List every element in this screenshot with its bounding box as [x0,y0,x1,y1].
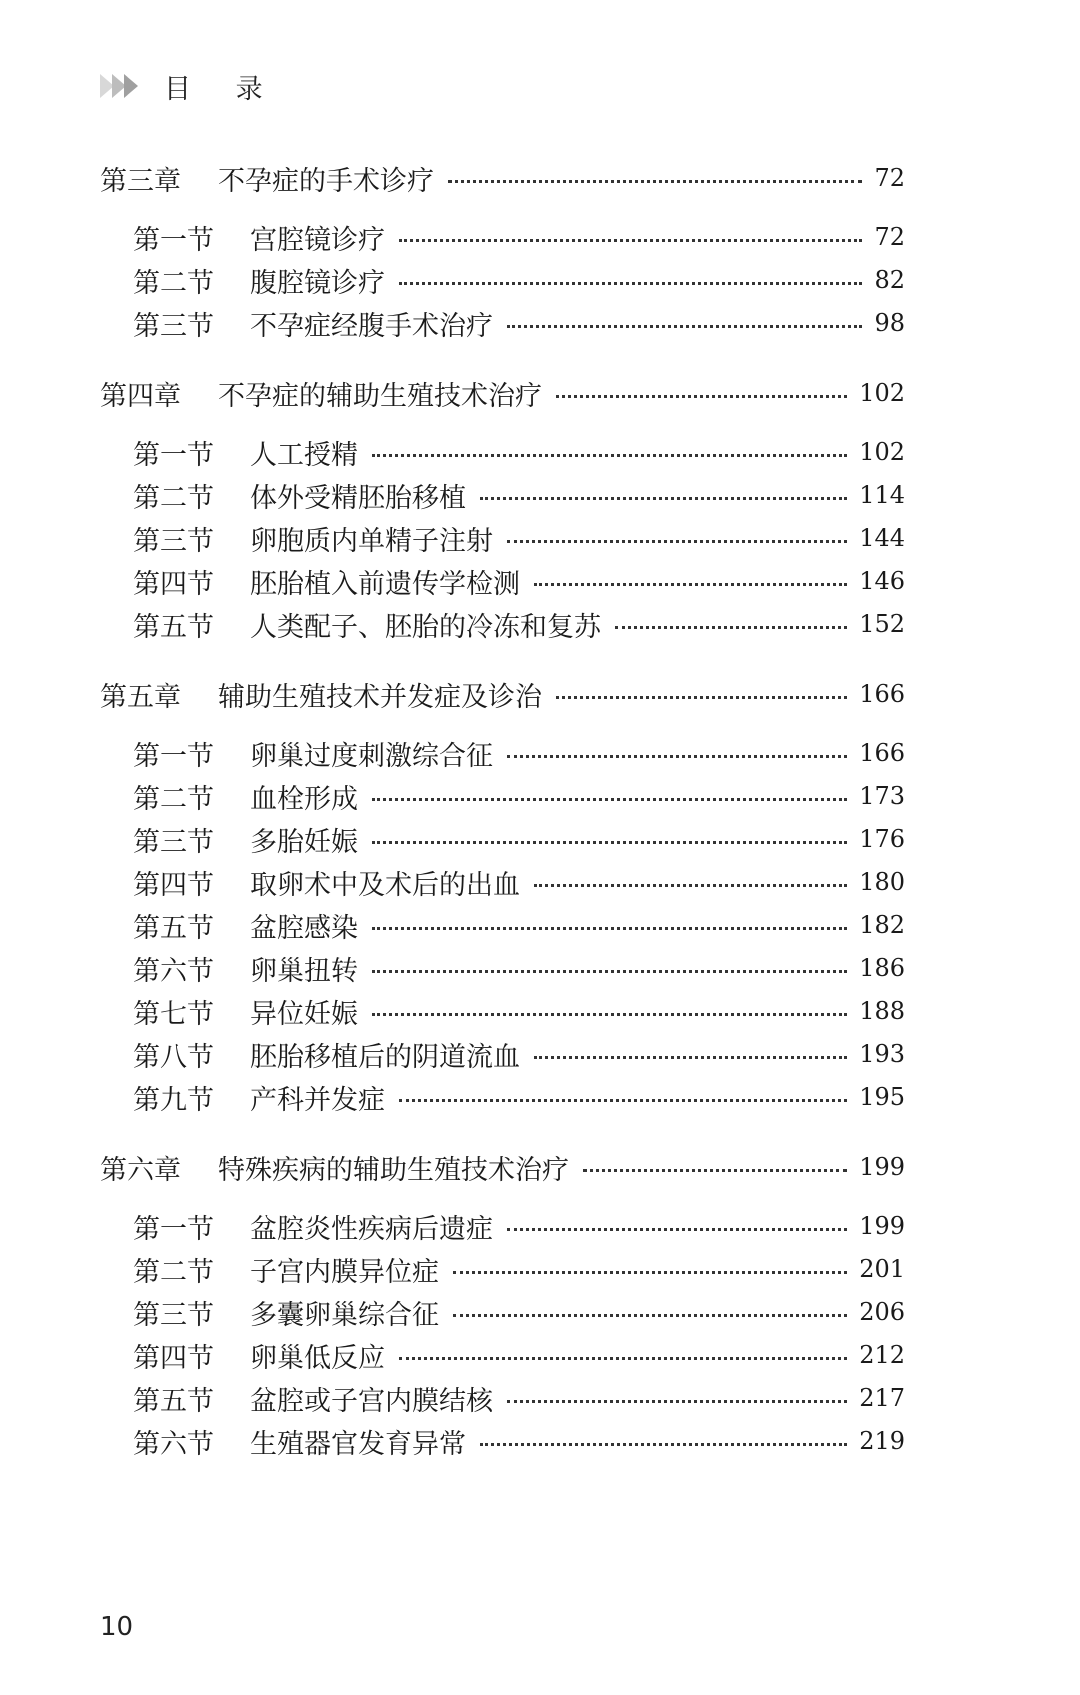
chapter-title: 不孕症的辅助生殖技术治疗 [218,380,542,412]
section-number: 第三节 [133,310,214,342]
leader-line [507,325,862,328]
toc-section-row [0,860,1080,904]
page-ref: 201 [859,1255,905,1283]
leader-line [507,1400,847,1403]
section-number: 第五节 [133,611,214,643]
chapter-number: 第六章 [100,1154,181,1186]
leader-line [399,1099,847,1102]
section-number: 第二节 [133,783,214,815]
page-ref: 212 [859,1341,905,1369]
page-ref: 193 [859,1040,905,1068]
toc-chapter-row [0,672,1080,716]
chapter-number: 第五章 [100,681,181,713]
toc-section-row [0,559,1080,603]
page-ref: 180 [859,868,905,896]
dot-leader [366,989,853,1033]
toc-section-row [0,516,1080,560]
dot-leader [474,473,853,517]
leader-line [372,927,847,930]
leader-line [372,841,847,844]
section-number: 第五节 [133,1385,214,1417]
dot-leader [393,1075,853,1119]
section-title: 血栓形成 [250,783,358,815]
leader-line [453,1271,847,1274]
page-ref: 217 [859,1384,905,1412]
section-title: 盆腔炎性疾病后遗症 [250,1213,493,1245]
dot-leader [577,1145,853,1189]
dot-leader [447,1290,853,1334]
section-title: 卵巢扭转 [250,955,358,987]
section-number: 第三节 [133,826,214,858]
dot-leader [393,258,868,302]
page-ref: 146 [859,567,905,595]
page-ref: 195 [859,1083,905,1111]
toc-section-row [0,1419,1080,1463]
page-ref: 206 [859,1298,905,1326]
section-number: 第六节 [133,1428,214,1460]
dot-leader [501,731,853,775]
section-number: 第五节 [133,912,214,944]
toc-chapter-row [0,1145,1080,1189]
section-number: 第七节 [133,998,214,1030]
toc-section-row [0,1032,1080,1076]
section-number: 第一节 [133,1213,214,1245]
page-ref: 166 [859,680,905,708]
chapter-number: 第四章 [100,380,181,412]
toc-section-row [0,1376,1080,1420]
page-ref: 173 [859,782,905,810]
section-title: 卵胞质内单精子注射 [250,525,493,557]
chapter-number: 第三章 [100,165,181,197]
leader-line [448,180,862,183]
section-title: 异位妊娠 [250,998,358,1030]
dot-leader [393,1333,853,1377]
leader-line [556,696,847,699]
section-title: 胚胎植入前遗传学检测 [250,568,520,600]
leader-line [399,239,862,242]
dot-leader [366,903,853,947]
toc-section-row [0,602,1080,646]
section-title: 多胎妊娠 [250,826,358,858]
dot-leader [447,1247,853,1291]
leader-line [480,1443,847,1446]
page-ref: 186 [859,954,905,982]
page-ref: 102 [859,438,905,466]
leader-line [615,626,847,629]
leader-line [480,497,847,500]
leader-line [399,1357,847,1360]
toc-section-row [0,1075,1080,1119]
section-number: 第二节 [133,267,214,299]
leader-line [534,884,847,887]
dot-leader [366,430,853,474]
section-number: 第八节 [133,1041,214,1073]
section-title: 盆腔感染 [250,912,358,944]
leader-line [534,583,847,586]
leader-line [399,282,862,285]
section-number: 第四节 [133,568,214,600]
section-number: 第二节 [133,1256,214,1288]
section-number: 第三节 [133,525,214,557]
dot-leader [393,215,868,259]
dot-leader [366,946,853,990]
leader-line [507,540,847,543]
leader-line [372,454,847,457]
leader-line [534,1056,847,1059]
section-title: 生殖器官发育异常 [250,1428,466,1460]
page-ref: 166 [859,739,905,767]
toc-section-row [0,258,1080,302]
dot-leader [366,774,853,818]
dot-leader [550,371,853,415]
section-number: 第一节 [133,740,214,772]
toc-section-row [0,1204,1080,1248]
section-title: 腹腔镜诊疗 [250,267,385,299]
leader-line [507,755,847,758]
toc-section-row [0,731,1080,775]
dot-leader [609,602,853,646]
section-title: 卵巢过度刺激综合征 [250,740,493,772]
page-ref: 176 [859,825,905,853]
toc-section-row [0,473,1080,517]
section-number: 第四节 [133,1342,214,1374]
page-number: 10 [100,1612,134,1642]
toc-section-row [0,989,1080,1033]
section-title: 人工授精 [250,439,358,471]
page-ref: 199 [859,1153,905,1181]
toc-section-row [0,1247,1080,1291]
dot-leader [501,1376,853,1420]
page-ref: 102 [859,379,905,407]
section-title: 取卵术中及术后的出血 [250,869,520,901]
section-title: 子宫内膜异位症 [250,1256,439,1288]
section-number: 第一节 [133,439,214,471]
dot-leader [501,301,868,345]
toc-section-row [0,430,1080,474]
page-ref: 114 [859,481,905,509]
section-number: 第六节 [133,955,214,987]
page-ref: 219 [859,1427,905,1455]
leader-line [507,1228,847,1231]
chapter-title: 特殊疾病的辅助生殖技术治疗 [218,1154,569,1186]
double-chevron-icon [100,72,146,100]
toc-section-row [0,774,1080,818]
page-ref: 144 [859,524,905,552]
toc-section-row [0,1333,1080,1377]
dot-leader [366,817,853,861]
section-title: 产科并发症 [250,1084,385,1116]
section-number: 第一节 [133,224,214,256]
leader-line [556,395,847,398]
section-title: 不孕症经腹手术治疗 [250,310,493,342]
page-ref: 72 [874,223,905,251]
page-ref: 188 [859,997,905,1025]
dot-leader [528,860,853,904]
section-number: 第九节 [133,1084,214,1116]
dot-leader [550,672,853,716]
toc-chapter-row [0,371,1080,415]
leader-line [372,1013,847,1016]
dot-leader [528,1032,853,1076]
page-ref: 182 [859,911,905,939]
dot-leader [474,1419,853,1463]
section-number: 第二节 [133,482,214,514]
toc-header [100,66,281,106]
section-title: 体外受精胚胎移植 [250,482,466,514]
toc-section-row [0,946,1080,990]
chapter-title: 不孕症的手术诊疗 [218,165,434,197]
dot-leader [501,516,853,560]
leader-line [583,1169,847,1172]
page-ref: 72 [874,164,905,192]
section-title: 盆腔或子宫内膜结核 [250,1385,493,1417]
section-number: 第三节 [133,1299,214,1331]
section-title: 人类配子、胚胎的冷冻和复苏 [250,611,601,643]
toc-section-row [0,903,1080,947]
section-title: 卵巢低反应 [250,1342,385,1374]
leader-line [372,798,847,801]
page-ref: 98 [874,309,905,337]
toc-section-row [0,215,1080,259]
chapter-title: 辅助生殖技术并发症及诊治 [218,681,542,713]
page-ref: 152 [859,610,905,638]
leader-line [453,1314,847,1317]
toc-section-row [0,1290,1080,1334]
section-number: 第四节 [133,869,214,901]
section-title: 多囊卵巢综合征 [250,1299,439,1331]
section-title: 宫腔镜诊疗 [250,224,385,256]
page-ref: 199 [859,1212,905,1240]
toc-chapter-row [0,156,1080,200]
toc-section-row [0,817,1080,861]
dot-leader [442,156,868,200]
leader-line [372,970,847,973]
dot-leader [528,559,853,603]
section-title: 胚胎移植后的阴道流血 [250,1041,520,1073]
dot-leader [501,1204,853,1248]
page-ref: 82 [874,266,905,294]
toc-section-row [0,301,1080,345]
toc-title: 目 录 [164,73,281,105]
